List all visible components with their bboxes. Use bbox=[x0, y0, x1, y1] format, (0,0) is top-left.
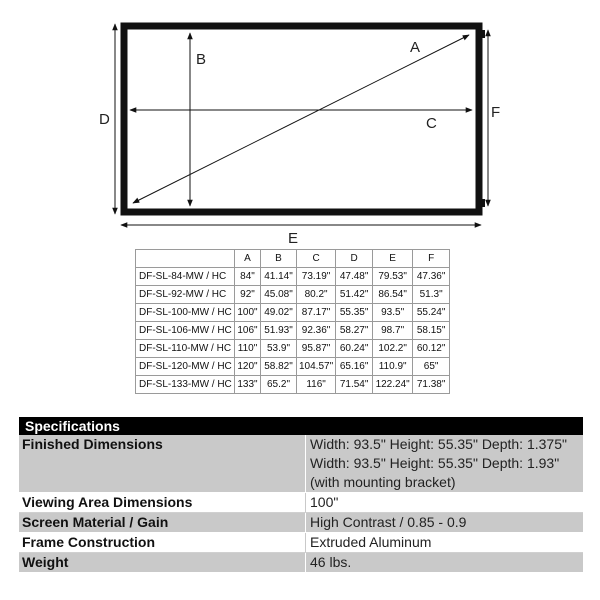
value-cell: 65" bbox=[413, 358, 450, 376]
value-cell: 100" bbox=[235, 304, 261, 322]
spec-row bbox=[19, 435, 583, 493]
header-cell: B bbox=[261, 250, 297, 268]
value-cell: 110.9" bbox=[373, 358, 413, 376]
value-cell: 60.12" bbox=[413, 340, 450, 358]
value-cell: 51.42" bbox=[336, 286, 373, 304]
spec-value-line: Width: 93.5" Height: 55.35" Depth: 1.375" bbox=[310, 436, 567, 452]
value-cell: 104.57" bbox=[297, 358, 336, 376]
header-cell: C bbox=[297, 250, 336, 268]
model-cell: DF-SL-120-MW / HC bbox=[136, 358, 235, 376]
value-cell: 51.3" bbox=[413, 286, 450, 304]
spec-row bbox=[19, 493, 583, 513]
spec-label: Screen Material / Gain bbox=[22, 514, 169, 530]
label-b: B bbox=[196, 51, 207, 68]
value-cell: 92.36" bbox=[297, 322, 336, 340]
value-cell: 65.2" bbox=[261, 376, 297, 394]
dimension-a-line bbox=[133, 35, 469, 203]
value-cell: 80.2" bbox=[297, 286, 336, 304]
dimension-table-header-row bbox=[136, 250, 450, 268]
specifications-title: Specifications bbox=[19, 417, 583, 435]
value-cell: 58.82" bbox=[261, 358, 297, 376]
table-row bbox=[136, 322, 450, 340]
spec-label: Finished Dimensions bbox=[22, 436, 163, 452]
value-cell: 93.5" bbox=[373, 304, 413, 322]
label-a: A bbox=[410, 39, 421, 56]
spec-row bbox=[19, 513, 583, 533]
value-cell: 71.54" bbox=[336, 376, 373, 394]
label-f: F bbox=[491, 104, 501, 121]
value-cell: 47.36" bbox=[413, 268, 450, 286]
specifications-table bbox=[19, 417, 583, 573]
value-cell: 73.19" bbox=[297, 268, 336, 286]
spec-value bbox=[305, 533, 583, 552]
header-cell: E bbox=[373, 250, 413, 268]
model-cell: DF-SL-84-MW / HC bbox=[136, 268, 235, 286]
value-cell: 102.2" bbox=[373, 340, 413, 358]
screen-dimension-diagram bbox=[0, 0, 600, 250]
spec-value-line: Width: 93.5" Height: 55.35" Depth: 1.93" bbox=[310, 455, 560, 471]
dimension-table bbox=[135, 249, 450, 394]
value-cell: 86.54" bbox=[373, 286, 413, 304]
value-cell: 53.9" bbox=[261, 340, 297, 358]
spec-label: Weight bbox=[22, 554, 69, 570]
bracket-bottom bbox=[481, 199, 485, 207]
value-cell: 45.08" bbox=[261, 286, 297, 304]
spec-row bbox=[19, 553, 583, 573]
value-cell: 116" bbox=[297, 376, 336, 394]
table-row bbox=[136, 376, 450, 394]
table-row bbox=[136, 304, 450, 322]
header-cell bbox=[136, 250, 235, 268]
spec-value-line: 46 lbs. bbox=[310, 554, 352, 570]
spec-row bbox=[19, 533, 583, 553]
value-cell: 79.53" bbox=[373, 268, 413, 286]
model-cell: DF-SL-106-MW / HC bbox=[136, 322, 235, 340]
value-cell: 49.02" bbox=[261, 304, 297, 322]
spec-value-line: Extruded Aluminum bbox=[310, 534, 432, 550]
value-cell: 47.48" bbox=[336, 268, 373, 286]
header-cell: A bbox=[235, 250, 261, 268]
spec-label: Frame Construction bbox=[22, 534, 156, 550]
table-row bbox=[136, 286, 450, 304]
value-cell: 51.93" bbox=[261, 322, 297, 340]
value-cell: 58.27" bbox=[336, 322, 373, 340]
value-cell: 98.7" bbox=[373, 322, 413, 340]
label-c: C bbox=[426, 115, 437, 132]
spec-label: Viewing Area Dimensions bbox=[22, 494, 193, 510]
value-cell: 110" bbox=[235, 340, 261, 358]
spec-value bbox=[305, 493, 583, 512]
model-cell: DF-SL-133-MW / HC bbox=[136, 376, 235, 394]
model-cell: DF-SL-100-MW / HC bbox=[136, 304, 235, 322]
value-cell: 106" bbox=[235, 322, 261, 340]
spec-value bbox=[305, 513, 583, 532]
header-cell: F bbox=[413, 250, 450, 268]
header-cell: D bbox=[336, 250, 373, 268]
value-cell: 122.24" bbox=[373, 376, 413, 394]
spec-value-line: High Contrast / 0.85 - 0.9 bbox=[310, 514, 467, 530]
label-e: E bbox=[288, 230, 299, 247]
value-cell: 60.24" bbox=[336, 340, 373, 358]
value-cell: 92" bbox=[235, 286, 261, 304]
value-cell: 120" bbox=[235, 358, 261, 376]
value-cell: 133" bbox=[235, 376, 261, 394]
value-cell: 55.35" bbox=[336, 304, 373, 322]
table-row bbox=[136, 358, 450, 376]
table-row bbox=[136, 340, 450, 358]
spec-value-line: 100" bbox=[310, 494, 339, 510]
spec-value-line: (with mounting bracket) bbox=[310, 474, 456, 490]
model-cell: DF-SL-110-MW / HC bbox=[136, 340, 235, 358]
spec-value bbox=[305, 553, 583, 572]
label-d: D bbox=[99, 111, 110, 128]
value-cell: 55.24" bbox=[413, 304, 450, 322]
value-cell: 41.14" bbox=[261, 268, 297, 286]
spec-value bbox=[305, 435, 583, 492]
value-cell: 71.38" bbox=[413, 376, 450, 394]
value-cell: 65.16" bbox=[336, 358, 373, 376]
value-cell: 58.15" bbox=[413, 322, 450, 340]
value-cell: 84" bbox=[235, 268, 261, 286]
model-cell: DF-SL-92-MW / HC bbox=[136, 286, 235, 304]
value-cell: 87.17" bbox=[297, 304, 336, 322]
table-row bbox=[136, 268, 450, 286]
bracket-top bbox=[481, 30, 485, 38]
value-cell: 95.87" bbox=[297, 340, 336, 358]
